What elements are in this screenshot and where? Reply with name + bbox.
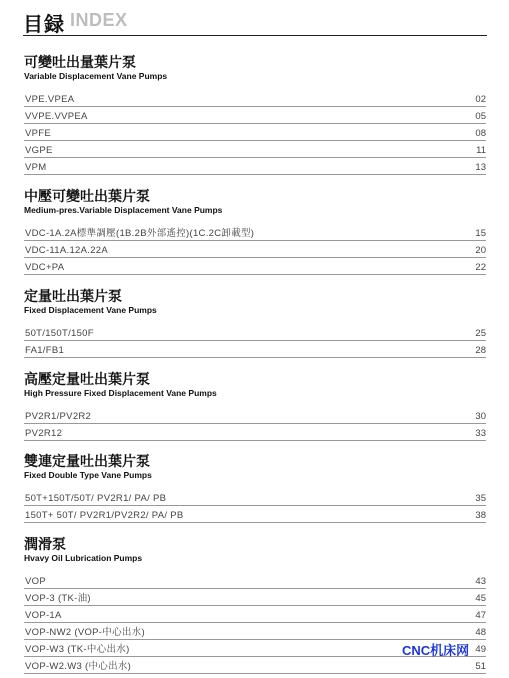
toc-section <box>24 371 486 441</box>
toc-entry-page: 49 <box>475 644 486 655</box>
toc-entry-page: 05 <box>475 111 486 122</box>
toc-entry-page: 47 <box>475 610 486 621</box>
toc-entry[interactable] <box>24 424 486 441</box>
toc-entry-page: 15 <box>475 228 486 239</box>
toc-entry[interactable] <box>24 407 486 424</box>
toc-entry[interactable] <box>24 623 486 640</box>
section-title-zh: 潤滑泵 <box>24 536 66 552</box>
toc-entry-page: 38 <box>475 510 486 521</box>
toc-entry-page: 25 <box>475 328 486 339</box>
section-title-zh: 雙連定量吐出葉片泵 <box>24 453 150 469</box>
toc-entry[interactable] <box>24 141 486 158</box>
toc-entry-page: 28 <box>475 345 486 356</box>
toc-section <box>24 288 486 358</box>
toc-entry-name: VDC+PA <box>25 262 65 273</box>
watermark: CNC机床网 <box>402 643 470 658</box>
toc-entry-name: VOP-W2.W3 (中心出水) <box>25 661 132 672</box>
toc-entry-name: 50T/150T/150F <box>25 328 94 339</box>
toc-entry-name: VPFE <box>25 128 52 139</box>
toc-entry[interactable] <box>24 241 486 258</box>
toc-entry-page: 08 <box>475 128 486 139</box>
toc-entry[interactable] <box>24 158 486 175</box>
toc-entry-name: FA1/FB1 <box>25 345 65 356</box>
toc-entry-page: 33 <box>475 428 486 439</box>
toc-entry[interactable] <box>24 107 486 124</box>
toc-entry[interactable] <box>24 258 486 275</box>
toc-entry-name: PV2R1/PV2R2 <box>25 411 92 422</box>
section-title-en: Hvavy Oil Lubrication Pumps <box>24 553 143 563</box>
toc-entry-name: VOP <box>25 576 46 587</box>
toc-entry-page: 13 <box>475 162 486 173</box>
toc-entry[interactable] <box>24 657 486 674</box>
toc-entry[interactable] <box>24 341 486 358</box>
toc-entry-name: VOP-1A <box>25 610 62 621</box>
toc-entry-page: 51 <box>475 661 486 672</box>
toc-entry-page: 20 <box>475 245 486 256</box>
toc-entry[interactable] <box>24 589 486 606</box>
section-title-en: Variable Displacement Vane Pumps <box>24 71 168 81</box>
toc-entry-name: 150T+ 50T/ PV2R1/PV2R2/ PA/ PB <box>25 510 184 521</box>
section-title-en: High Pressure Fixed Displacement Vane Pumps <box>24 388 217 398</box>
toc-entry-name: VOP-NW2 (VOP-中心出水) <box>25 627 145 638</box>
toc-entry-name: VOP-3 (TK-油) <box>25 593 91 604</box>
toc-entry[interactable] <box>24 90 486 107</box>
toc-section <box>24 453 486 523</box>
section-title-en: Fixed Displacement Vane Pumps <box>24 305 157 315</box>
toc-entry-name: VVPE.VVPEA <box>25 111 88 122</box>
section-title-zh: 定量吐出葉片泵 <box>24 288 122 304</box>
toc-entry-page: 30 <box>475 411 486 422</box>
toc-entry[interactable] <box>24 124 486 141</box>
toc-entry-name: 50T+150T/50T/ PV2R1/ PA/ PB <box>25 493 167 504</box>
toc-entry-page: 45 <box>475 593 486 604</box>
toc-entry-name: VDC-1A.2A標準調壓(1B.2B外部遙控)(1C.2C卸載型) <box>25 228 255 239</box>
toc-entry[interactable] <box>24 324 486 341</box>
toc-entry[interactable] <box>24 572 486 589</box>
section-title-en: Fixed Double Type Vane Pumps <box>24 470 152 480</box>
toc-entry-page: 22 <box>475 262 486 273</box>
index-title-zh: 目録 <box>23 14 65 36</box>
toc-entry-name: VPM <box>25 162 47 173</box>
index-title-en: INDEX <box>70 10 128 30</box>
toc-section <box>24 188 486 275</box>
index-header <box>23 6 487 36</box>
section-title-zh: 可變吐出量葉片泵 <box>24 54 136 70</box>
toc-entry-page: 48 <box>475 627 486 638</box>
toc-entry-name: VPE.VPEA <box>25 94 75 105</box>
section-title-zh: 高壓定量吐出葉片泵 <box>24 371 150 387</box>
toc-entry-page: 11 <box>476 145 486 156</box>
toc-entry[interactable] <box>24 506 486 523</box>
toc-section <box>24 54 486 175</box>
toc-entry-page: 35 <box>475 493 486 504</box>
toc-entry[interactable] <box>24 606 486 623</box>
toc-entry-name: VOP-W3 (TK-中心出水) <box>25 644 130 655</box>
toc-entry[interactable] <box>24 489 486 506</box>
toc-entry-name: VDC-11A.12A.22A <box>25 245 109 256</box>
toc-entry-page: 43 <box>475 576 486 587</box>
section-title-zh: 中壓可變吐出葉片泵 <box>24 188 150 204</box>
toc-entry[interactable] <box>24 224 486 241</box>
toc-entry-page: 02 <box>475 94 486 105</box>
toc-entry-name: VGPE <box>25 145 53 156</box>
toc-entry-name: PV2R12 <box>25 428 63 439</box>
section-title-en: Medium-pres.Variable Displacement Vane Pumps <box>24 205 223 215</box>
